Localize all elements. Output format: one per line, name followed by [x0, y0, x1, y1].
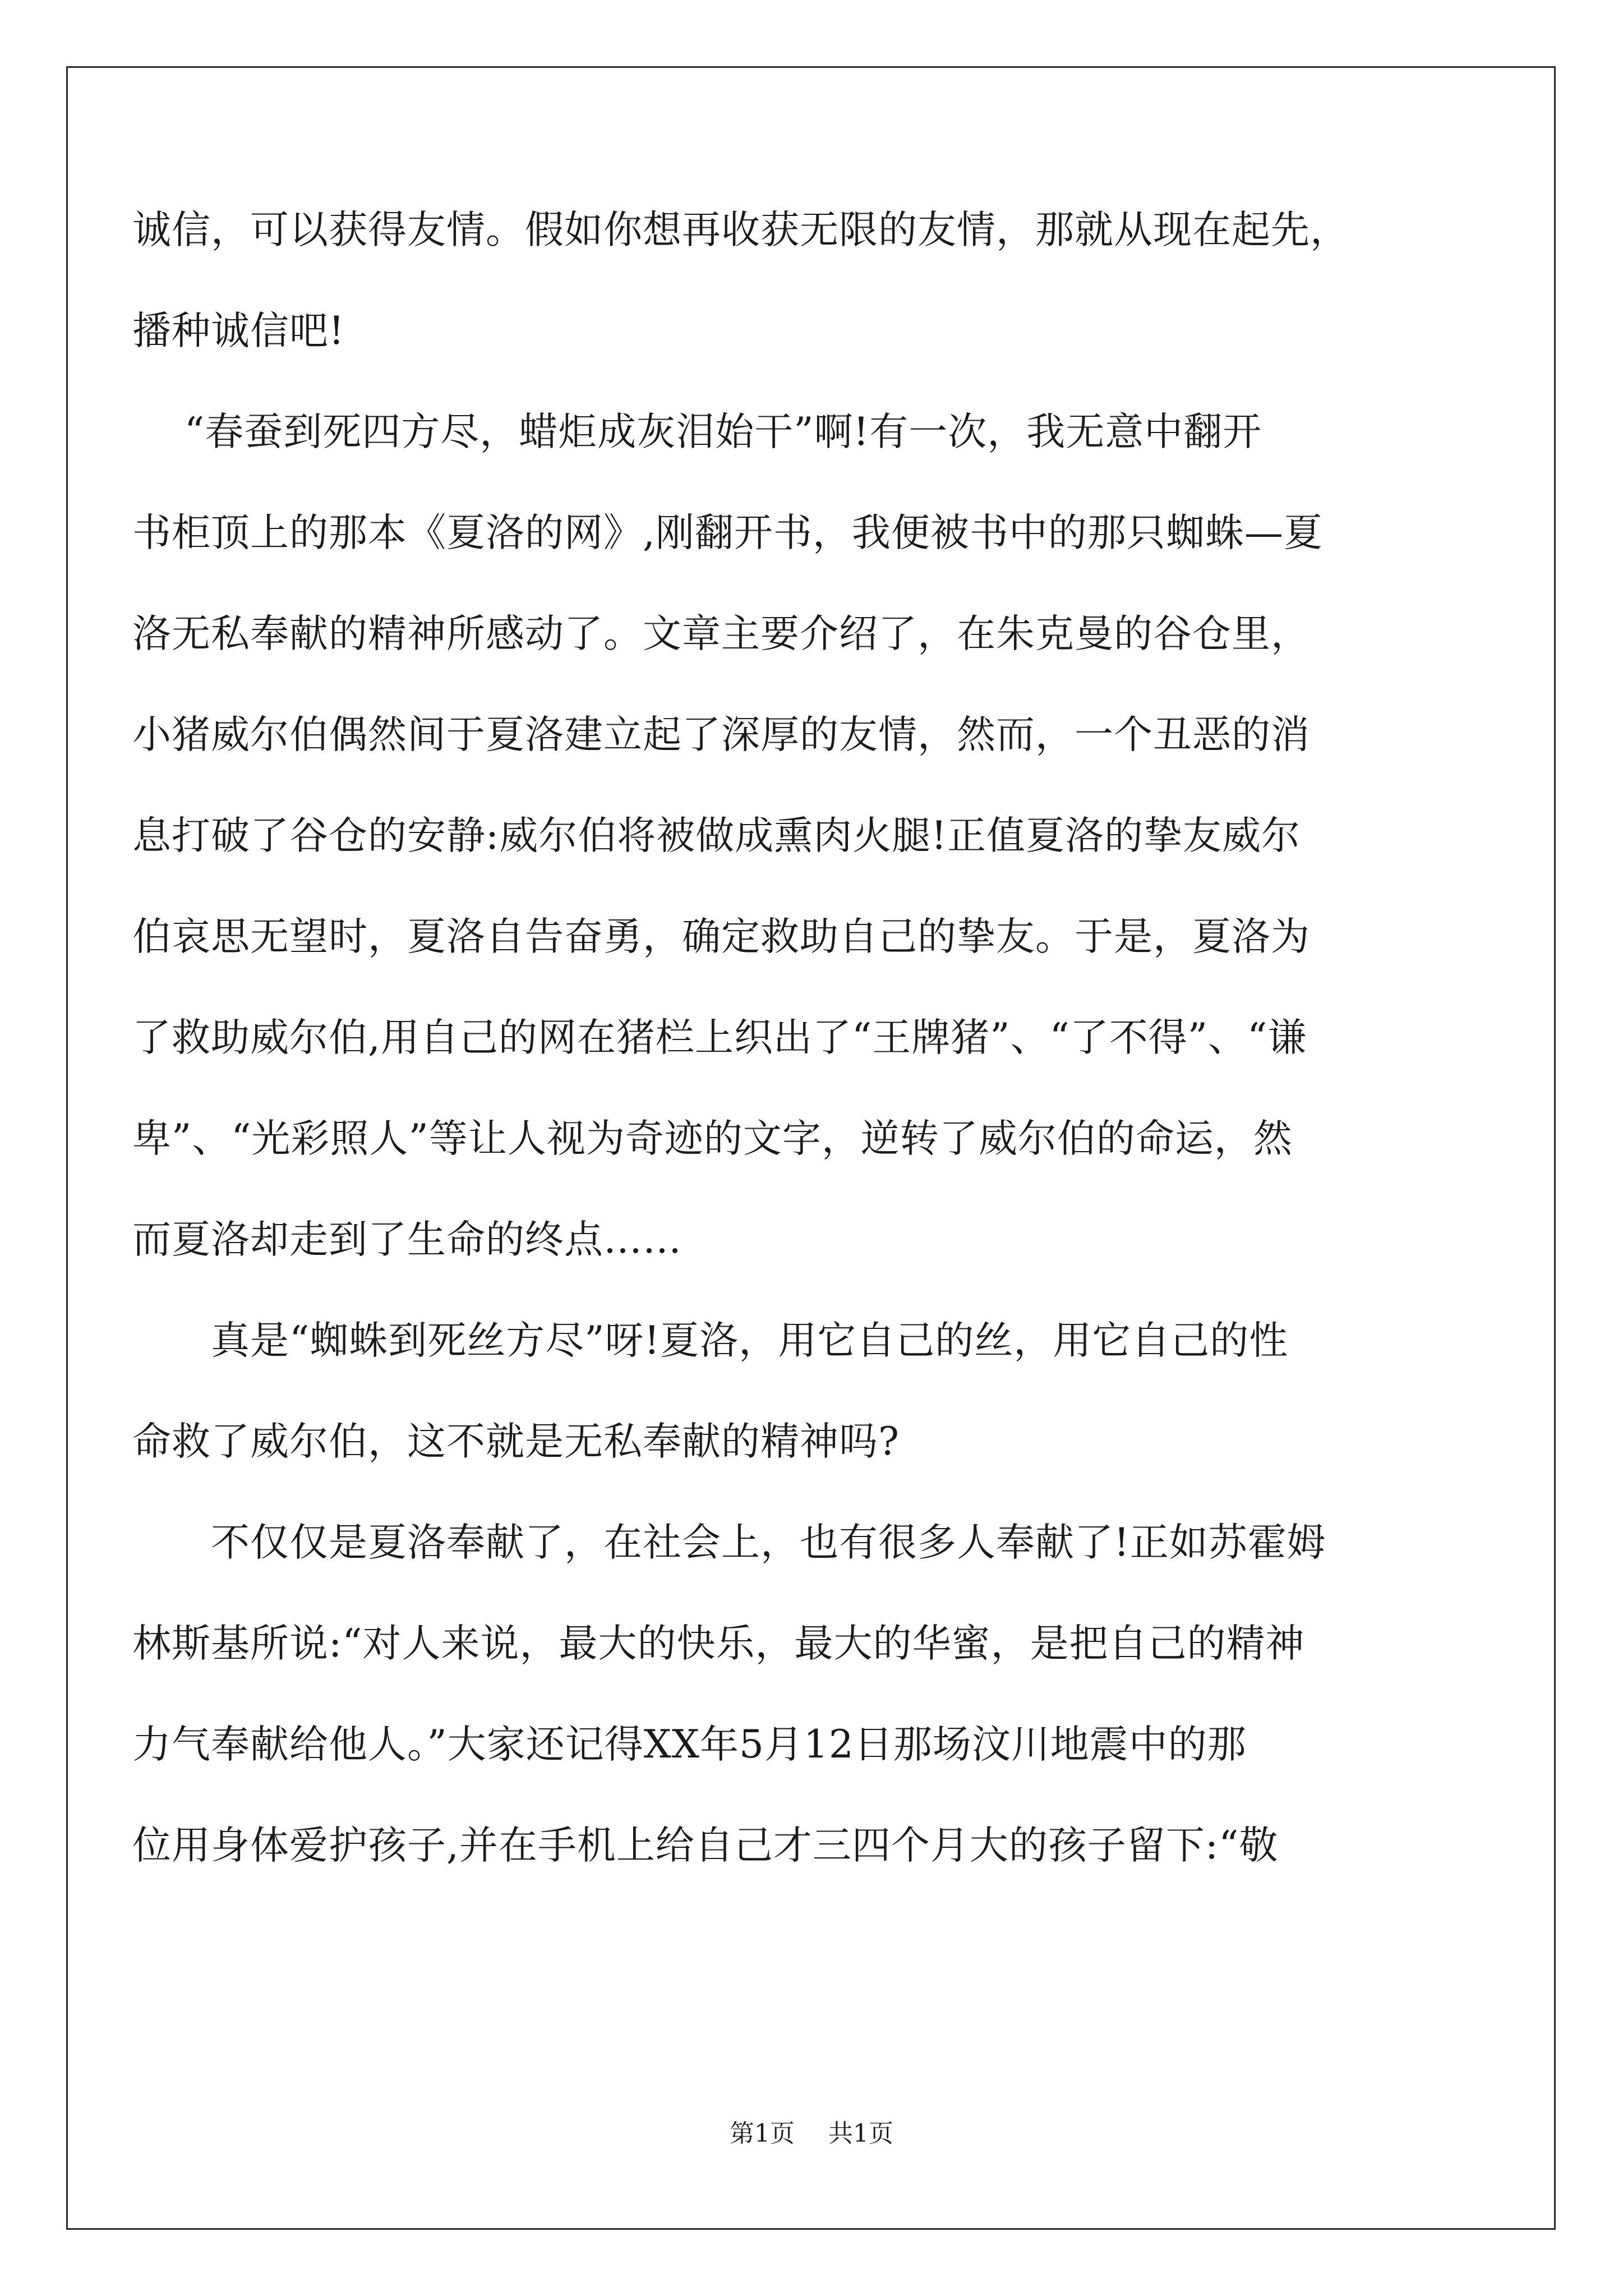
page-number-current: 第1页 [730, 2119, 795, 2148]
text-line: 书柜顶上的那本《夏洛的网》,刚翻开书，我便被书中的那只蜘蛛—夏 [132, 510, 1323, 555]
page-footer [0, 2118, 1623, 2150]
text-line: 不仅仅是夏洛奉献了，在社会上，也有很多人奉献了!正如苏霍姆 [132, 1520, 1326, 1565]
text-line: 洛无私奉献的精神所感动了。文章主要介绍了，在朱克曼的谷仓里， [132, 611, 1310, 656]
text-line: 伯哀思无望时，夏洛自告奋勇，确定救助自己的挚友。于是，夏洛为 [132, 914, 1310, 959]
text-line: 真是“蜘蛛到死丝方尽”呀!夏洛，用它自己的丝，用它自己的性 [132, 1318, 1289, 1363]
page-number-total: 共1页 [828, 2119, 893, 2148]
text-line: “春蚕到死四方尽，蜡炬成灰泪始干”啊!有一次，我无意中翻开 [132, 409, 1262, 454]
text-line: 位用身体爱护孩子,并在手机上给自己才三四个月大的孩子留下:“敬 [132, 1823, 1279, 1868]
text-line: 播种诚信吧! [132, 309, 345, 353]
document-body [132, 180, 1492, 1896]
text-line: 小猪威尔伯偶然间于夏洛建立起了深厚的友情，然而，一个丑恶的消 [132, 712, 1310, 757]
text-line: 息打破了谷仓的安静:威尔伯将被做成熏肉火腿!正值夏洛的挚友威尔 [132, 813, 1301, 858]
text-line: 诚信，可以获得友情。假如你想再收获无限的友情，那就从现在起先， [132, 208, 1349, 252]
text-line: 力气奉献给他人。”大家还记得XX年5月12日那场汶川地震中的那 [132, 1722, 1247, 1767]
text-line: 卑”、“光彩照人”等让人视为奇迹的文字，逆转了威尔伯的命运，然 [132, 1116, 1293, 1161]
text-line: 而夏洛却走到了生命的终点…… [132, 1217, 682, 1262]
text-line: 林斯基所说:“对人来说，最大的快乐，最大的华蜜，是把自己的精神 [132, 1621, 1305, 1666]
text-line: 了救助威尔伯,用自己的网在猪栏上织出了“王牌猪”、“了不得”、“谦 [132, 1015, 1307, 1060]
text-line: 命救了威尔伯，这不就是无私奉献的精神吗? [132, 1419, 900, 1464]
